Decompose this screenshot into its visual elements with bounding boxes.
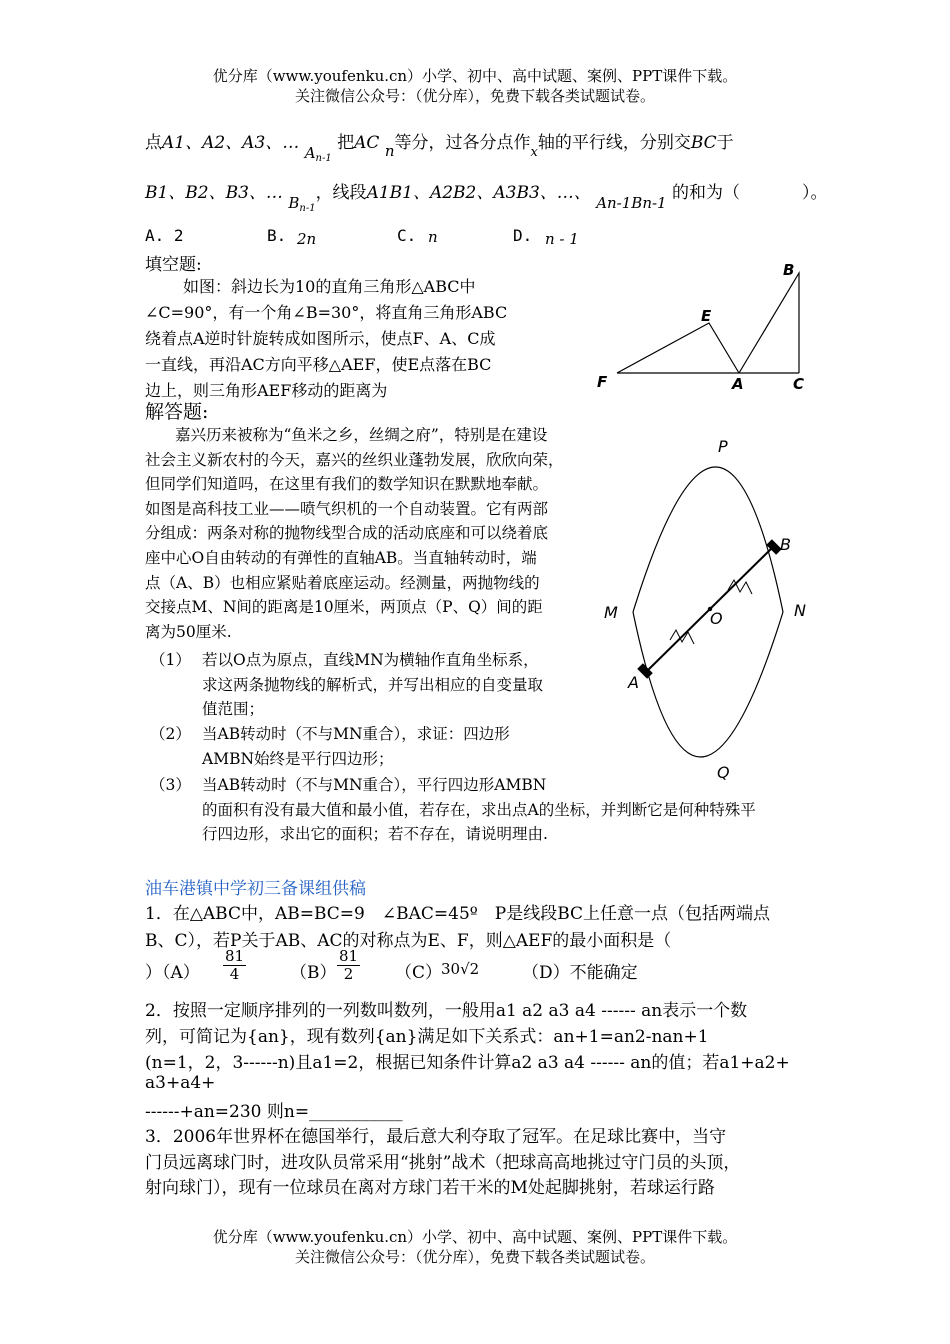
option-b-label: B.	[267, 226, 287, 245]
label-e: E	[701, 307, 712, 325]
mcq-an1: $A_{n-1}$	[304, 144, 332, 164]
q1-option-b-fraction: $\frac{81}{2}$	[339, 947, 359, 983]
option-c-label: C.	[397, 226, 417, 245]
q1-option-c-value: 30√2	[441, 960, 480, 978]
answer-item-3: （3） 当AB转动时（不与MN重合），平行四边形AMBN 的面积有没有最大值和最小值，若存在，求出点A的坐标，并判断它是何种特殊平 行四边形，求出它的面积；若不存在，请说明理由.	[150, 776, 756, 844]
q3-line1: 3．2006年世界杯在德国举行，最后意大利夺取了冠军。在足球比赛中，当守	[145, 1127, 727, 1147]
q1-line1: 1．在△ABC中，AB=BC=9 ∠BAC=45º P是线段BC上任意一点（包括两端点	[145, 904, 771, 924]
label-a: A	[732, 375, 744, 393]
q2-line2: 列，可简记为{an}，现有数列{an}满足如下关系式：an+1=an2-nan+1	[145, 1027, 709, 1047]
mcq-line1: 点A1、A2、A3、… $A_{n-1}$ 把AC n等分，过各分点作$_x$轴的平行线，分别交BC于	[145, 133, 734, 164]
mcq-bn1: $B_{n-1}$	[288, 194, 316, 214]
school-credit: 油车港镇中学初三备课组供稿	[145, 879, 366, 899]
page-footer-line2: 关注微信公众号：（优分库），免费下载各类试题试卷。	[294, 1248, 655, 1266]
label-m: M	[604, 603, 618, 622]
q1-line2: B、C），若P关于AB、AC的对称点为E、F，则△AEF的最小面积是（	[145, 931, 672, 951]
mcq-points-b: B1、B2、B3、…	[145, 183, 283, 203]
fill-text: 如图：斜边长为10的直角三角形△ABC中 ∠C=90°，有一个角∠B=30°，将直角三角形ABC 绕着点A逆时针旋转成如图所示，使点F、A、C成 一直线，再沿AC方向平移△AEF，使E点落在BC 边上，则三角形AEF移动的距离为	[145, 277, 508, 400]
mcq-line2: B1、B2、B3、… $B_{n-1}$，线段A1B1、A2B2、A3B3、…、 An-1Bn-1 的和为（ ）。	[145, 183, 828, 214]
label-b2: B	[780, 535, 791, 554]
mcq-points-a: A1、A2、A3、…	[162, 133, 300, 153]
option-a: A. 2	[145, 226, 184, 245]
q1-option-a-fraction: $\frac{81}{4}$	[225, 947, 245, 983]
triangle-figure	[590, 255, 820, 400]
mcq-last-seg: An-1Bn-1	[596, 194, 667, 212]
triangle-abc	[739, 273, 799, 373]
answer-text: 嘉兴历来被称为“鱼米之乡，丝绸之府”，特别是在建设 社会主义新农村的今天，嘉兴的丝织业蓬勃发展，欣欣向荣， 但同学们知道吗，在这里有我们的数学知识在默默地奉献。 如图是高科技工业——喷气织机的一个自动装置。它有两部 分组成：两条对称的抛物线型合成的活动底座和可以绕着底 座中心O自由转动的有弹性的直轴AB。当直轴转动时，端 点（A、B）也相应紧贴着底座运动。经测量，两抛物线的 交接点M、N间的距离是10厘米，两顶点（P、Q）间的距 离为50厘米.	[145, 426, 564, 641]
option-b-value: 2n	[297, 230, 317, 248]
lower-parabola	[633, 612, 783, 757]
fill-heading: 填空题:	[145, 255, 202, 275]
option-d-value: n - 1	[545, 230, 579, 248]
answer-item-2: （2） 当AB转动时（不与MN重合），求证：四边形 AMBN始终是平行四边形；	[150, 725, 510, 768]
label-o: O	[710, 609, 723, 628]
answer-item-1: （1） 若以O点为原点，直线MN为横轴作直角坐标系， 求这两条抛物线的解析式，并写出相应的自变量取 值范围；	[150, 651, 544, 719]
q2-line5: ------+an=230 则n=___________	[145, 1102, 403, 1122]
q3-line2: 门员远离球门时，进攻队员常采用“挑射”战术（把球高高地挑过守门员的头顶，	[145, 1153, 741, 1173]
answer-heading: 解答题:	[145, 401, 209, 423]
label-b: B	[783, 261, 795, 279]
label-f: F	[597, 373, 608, 391]
upper-parabola	[633, 467, 783, 612]
label-q: Q	[717, 763, 730, 782]
label-p: P	[718, 437, 728, 456]
option-c-value: n	[428, 228, 438, 246]
q2-line1: 2．按照一定顺序排列的一列数叫数列，一般用a1 a2 a3 a4 ------ an表示一个数	[145, 1001, 748, 1021]
label-a2: A	[628, 673, 639, 692]
q2-line4: a3+a4+	[145, 1073, 216, 1093]
label-c: C	[793, 375, 805, 393]
q3-line3: 射向球门），现有一位球员在离对方球门若干米的M处起脚挑射，若球运行路	[145, 1178, 715, 1198]
label-n: N	[794, 601, 806, 620]
page-header-line2: 关注微信公众号：（优分库），免费下载各类试题试卷。	[294, 87, 655, 105]
end-a-block	[637, 663, 653, 679]
q2-line3: (n=1，2，3------n)且a1=2，根据已知条件计算a2 a3 a4 ------ an的值；若a1+a2+	[145, 1053, 790, 1073]
parabola-device-figure	[600, 430, 820, 785]
option-d-label: D.	[513, 226, 533, 245]
triangle-aef	[617, 323, 739, 373]
page-footer-line1: 优分库（www.youfenku.cn）小学、初中、高中试题、案例、PPT课件下载。	[212, 1228, 738, 1246]
page-header-line1: 优分库（www.youfenku.cn）小学、初中、高中试题、案例、PPT课件下载。	[212, 67, 738, 85]
